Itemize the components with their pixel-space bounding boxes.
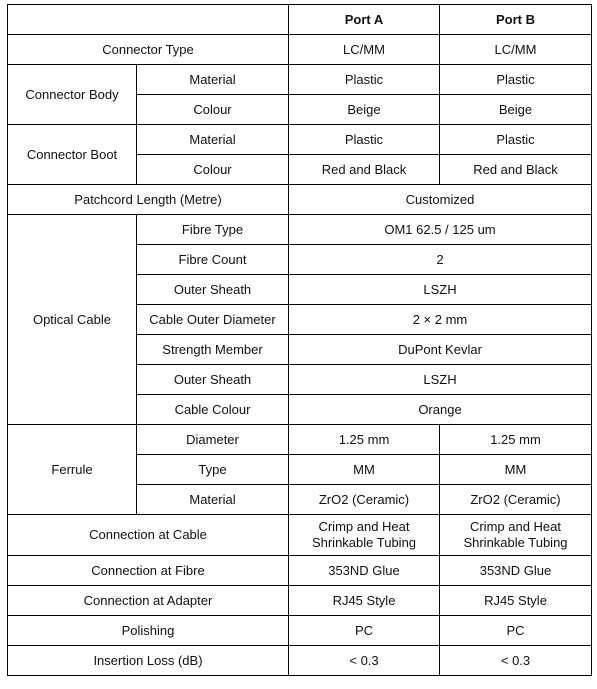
- connector-boot-colour-label: Colour: [137, 155, 289, 185]
- table-row: [8, 125, 592, 155]
- cable-outer-diameter-label: Cable Outer Diameter: [137, 305, 289, 335]
- ferrule-diameter-port-b: 1.25 mm: [440, 425, 592, 455]
- table-row: [8, 35, 592, 65]
- header-blank-cell: [8, 5, 289, 35]
- table-row: [8, 556, 592, 586]
- connection-at-cable-port-b: Crimp and Heat Shrinkable Tubing: [440, 515, 592, 556]
- cable-colour-value: Orange: [289, 395, 592, 425]
- table-row: [8, 646, 592, 676]
- connector-boot-label: Connector Boot: [8, 125, 137, 185]
- port-b-header: Port B: [440, 5, 592, 35]
- connection-at-fibre-port-a: 353ND Glue: [289, 556, 440, 586]
- table-row: [8, 65, 592, 95]
- outer-sheath-value: LSZH: [289, 275, 592, 305]
- table-row: [8, 586, 592, 616]
- table-row: [8, 185, 592, 215]
- connector-body-label: Connector Body: [8, 65, 137, 125]
- connection-at-adapter-label: Connection at Adapter: [8, 586, 289, 616]
- strength-member-label: Strength Member: [137, 335, 289, 365]
- table-row: [8, 215, 592, 245]
- ferrule-material-port-b: ZrO2 (Ceramic): [440, 485, 592, 515]
- ferrule-type-port-b: MM: [440, 455, 592, 485]
- table-header-row: [8, 5, 592, 35]
- connector-body-material-label: Material: [137, 65, 289, 95]
- insertion-loss-port-a: < 0.3: [289, 646, 440, 676]
- connector-body-material-port-b: Plastic: [440, 65, 592, 95]
- fibre-count-value: 2: [289, 245, 592, 275]
- table-row: [8, 515, 592, 556]
- connection-at-fibre-port-b: 353ND Glue: [440, 556, 592, 586]
- connector-boot-colour-port-a: Red and Black: [289, 155, 440, 185]
- fibre-type-label: Fibre Type: [137, 215, 289, 245]
- ferrule-type-label: Type: [137, 455, 289, 485]
- cable-outer-diameter-value: 2 × 2 mm: [289, 305, 592, 335]
- ferrule-label: Ferrule: [8, 425, 137, 515]
- ferrule-material-label: Material: [137, 485, 289, 515]
- table-row: [8, 616, 592, 646]
- polishing-label: Polishing: [8, 616, 289, 646]
- connector-boot-material-port-a: Plastic: [289, 125, 440, 155]
- cable-colour-label: Cable Colour: [137, 395, 289, 425]
- connector-body-colour-port-b: Beige: [440, 95, 592, 125]
- fibre-type-value: OM1 62.5 / 125 um: [289, 215, 592, 245]
- connection-at-fibre-label: Connection at Fibre: [8, 556, 289, 586]
- insertion-loss-label: Insertion Loss (dB): [8, 646, 289, 676]
- connector-body-colour-label: Colour: [137, 95, 289, 125]
- connector-body-material-port-a: Plastic: [289, 65, 440, 95]
- connector-type-port-b: LC/MM: [440, 35, 592, 65]
- strength-member-value: DuPont Kevlar: [289, 335, 592, 365]
- table-row: [8, 425, 592, 455]
- specification-table: [7, 4, 592, 676]
- connector-body-colour-port-a: Beige: [289, 95, 440, 125]
- ferrule-type-port-a: MM: [289, 455, 440, 485]
- connection-at-cable-label: Connection at Cable: [8, 515, 289, 556]
- ferrule-diameter-label: Diameter: [137, 425, 289, 455]
- ferrule-material-port-a: ZrO2 (Ceramic): [289, 485, 440, 515]
- connector-type-port-a: LC/MM: [289, 35, 440, 65]
- connection-at-cable-port-a: Crimp and Heat Shrinkable Tubing: [289, 515, 440, 556]
- patchcord-length-label: Patchcord Length (Metre): [8, 185, 289, 215]
- ferrule-diameter-port-a: 1.25 mm: [289, 425, 440, 455]
- port-a-header: Port A: [289, 5, 440, 35]
- connector-type-label: Connector Type: [8, 35, 289, 65]
- connector-boot-material-label: Material: [137, 125, 289, 155]
- patchcord-length-value: Customized: [289, 185, 592, 215]
- optical-cable-label: Optical Cable: [8, 215, 137, 425]
- outer-sheath-value: LSZH: [289, 365, 592, 395]
- polishing-port-b: PC: [440, 616, 592, 646]
- outer-sheath-label: Outer Sheath: [137, 365, 289, 395]
- connector-boot-colour-port-b: Red and Black: [440, 155, 592, 185]
- polishing-port-a: PC: [289, 616, 440, 646]
- connection-at-adapter-port-a: RJ45 Style: [289, 586, 440, 616]
- insertion-loss-port-b: < 0.3: [440, 646, 592, 676]
- connector-boot-material-port-b: Plastic: [440, 125, 592, 155]
- fibre-count-label: Fibre Count: [137, 245, 289, 275]
- connection-at-adapter-port-b: RJ45 Style: [440, 586, 592, 616]
- outer-sheath-label: Outer Sheath: [137, 275, 289, 305]
